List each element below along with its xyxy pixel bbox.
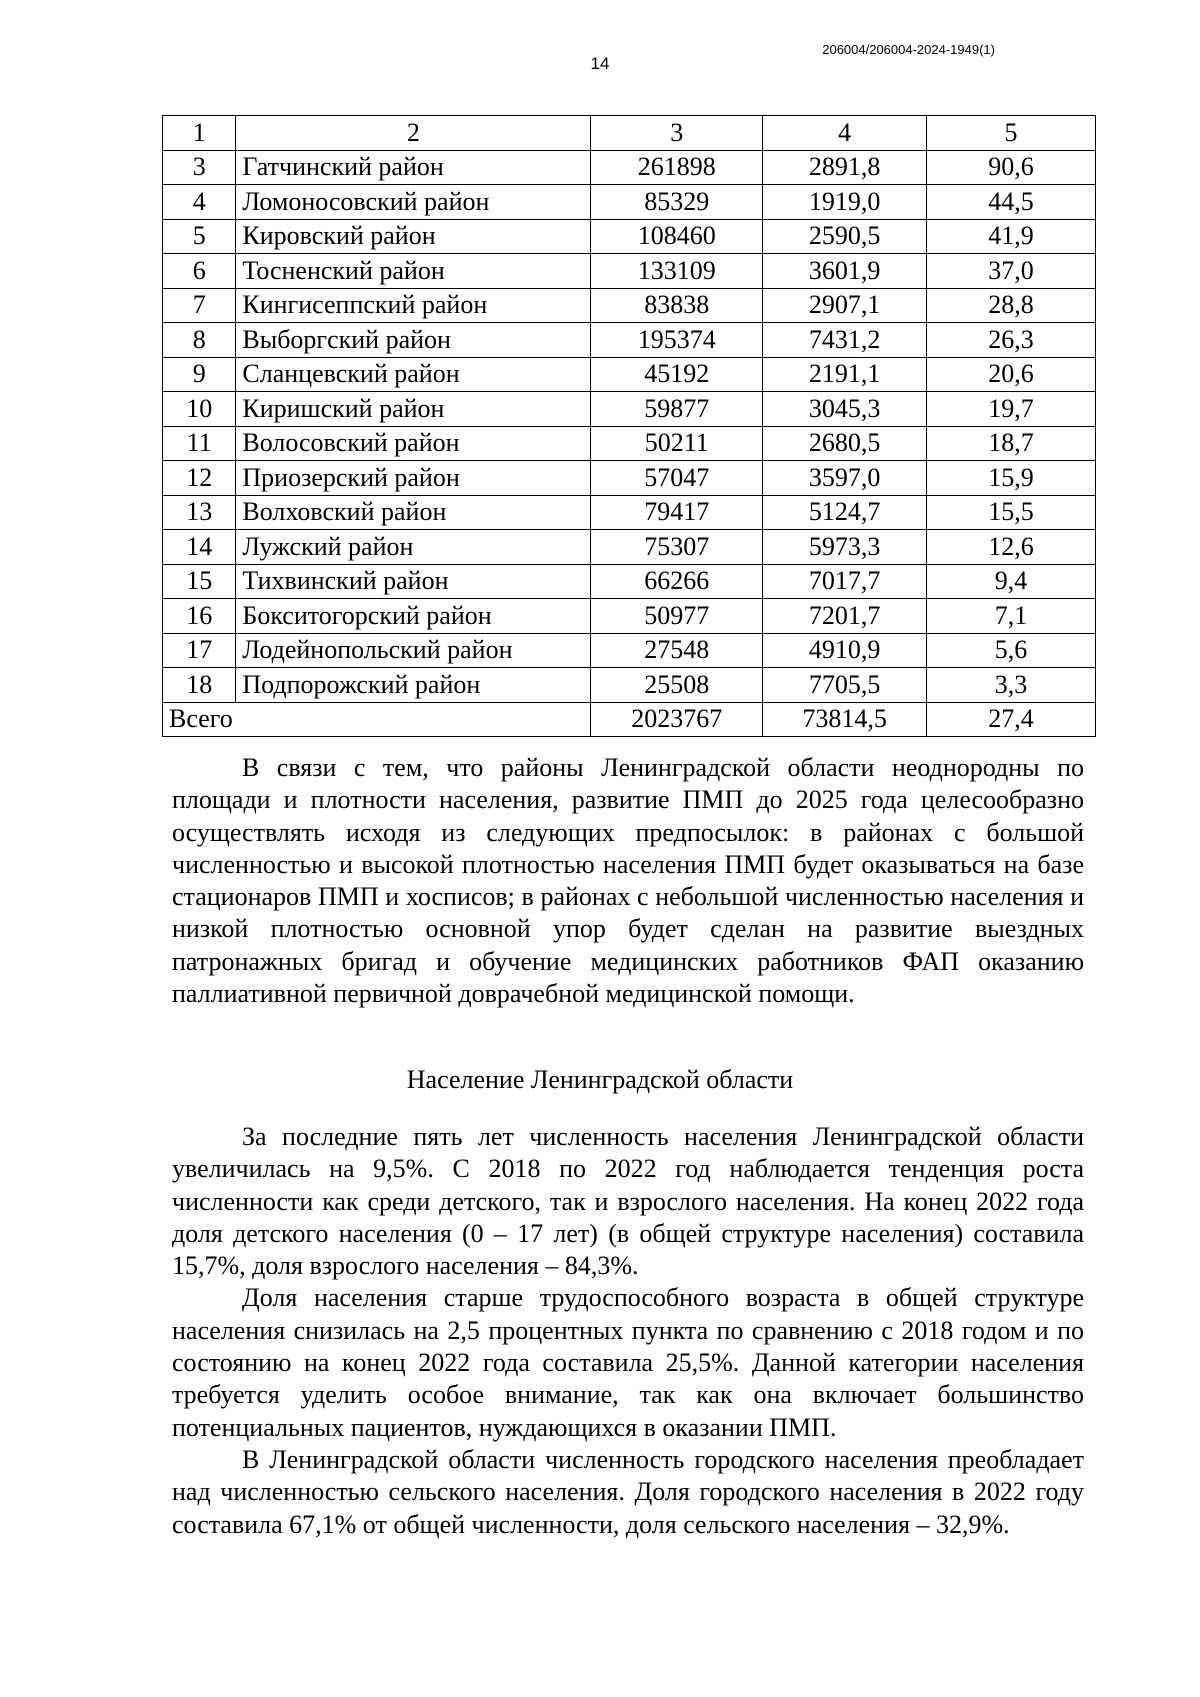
table-total-row [163,702,1096,737]
table-row [163,461,1096,496]
table-row [163,150,1096,185]
table-row [163,495,1096,530]
row-number-cell: 13 [163,495,236,530]
population-cell: 83838 [591,288,763,323]
area-cell: 2191,1 [763,357,927,392]
intro-paragraph-block [172,752,1084,1010]
area-cell: 3045,3 [763,392,927,427]
area-cell: 2680,5 [763,426,927,461]
total-population-cell: 2023767 [591,702,763,737]
row-number-cell: 7 [163,288,236,323]
total-density-cell: 27,4 [927,702,1096,737]
district-name-cell: Киришский район [236,392,591,427]
area-cell: 4910,9 [763,633,927,668]
table-header-row [163,116,1096,151]
population-cell: 50977 [591,599,763,634]
row-number-cell: 11 [163,426,236,461]
table-row [163,219,1096,254]
district-name-cell: Лужский район [236,530,591,565]
population-cell: 79417 [591,495,763,530]
density-cell: 37,0 [927,254,1096,289]
table-row [163,426,1096,461]
district-name-cell: Выборгский район [236,323,591,358]
population-cell: 59877 [591,392,763,427]
table-row [163,599,1096,634]
density-cell: 7,1 [927,599,1096,634]
column-number-1: 1 [163,116,236,151]
row-number-cell: 17 [163,633,236,668]
density-cell: 41,9 [927,219,1096,254]
district-name-cell: Волосовский район [236,426,591,461]
table-row [163,254,1096,289]
total-area-cell: 73814,5 [763,702,927,737]
density-cell: 28,8 [927,288,1096,323]
paragraph: Доля населения старше трудоспособного возраста в общей структуре населения снизилась на 2,5 процентных пункта по сравнению с 2018 годом и по состоянию на конец 2022 года составила 25,5%. Данной категории населения требуется уделить особое внимание, так как она включает большинство потенциальных пациентов, нуждающихся в оказании ПМП. [172,1283,1084,1442]
row-number-cell: 4 [163,185,236,220]
row-number-cell: 9 [163,357,236,392]
column-number-3: 3 [591,116,763,151]
density-cell: 44,5 [927,185,1096,220]
area-cell: 5973,3 [763,530,927,565]
population-cell: 50211 [591,426,763,461]
district-name-cell: Кингисеппский район [236,288,591,323]
density-cell: 9,4 [927,564,1096,599]
column-number-4: 4 [763,116,927,151]
row-number-cell: 8 [163,323,236,358]
population-cell: 45192 [591,357,763,392]
density-cell: 19,7 [927,392,1096,427]
table-row [163,564,1096,599]
population-cell: 66266 [591,564,763,599]
area-cell: 7431,2 [763,323,927,358]
area-cell: 3601,9 [763,254,927,289]
column-number-2: 2 [236,116,591,151]
district-name-cell: Гатчинский район [236,150,591,185]
document-id: 206004/206004-2024-1949(1) [822,42,995,57]
table-row [163,288,1096,323]
area-cell: 5124,7 [763,495,927,530]
population-paragraphs [172,1121,1084,1541]
districts-table [162,115,1096,737]
district-name-cell: Приозерский район [236,461,591,496]
row-number-cell: 16 [163,599,236,634]
table-row [163,392,1096,427]
density-cell: 3,3 [927,668,1096,703]
district-name-cell: Ломоносовский район [236,185,591,220]
density-cell: 15,9 [927,461,1096,496]
density-cell: 90,6 [927,150,1096,185]
paragraph: В Ленинградской области численность городского населения преобладает над численностью сельского населения. Доля городского населения в 2022 году составила 67,1% от общей численности, доля сельского населения – 32,9%. [172,1444,1084,1539]
density-cell: 18,7 [927,426,1096,461]
district-name-cell: Тосненский район [236,254,591,289]
district-name-cell: Кировский район [236,219,591,254]
row-number-cell: 10 [163,392,236,427]
row-number-cell: 12 [163,461,236,496]
area-cell: 7705,5 [763,668,927,703]
row-number-cell: 14 [163,530,236,565]
area-cell: 3597,0 [763,461,927,496]
population-cell: 75307 [591,530,763,565]
population-cell: 108460 [591,219,763,254]
table-row [163,357,1096,392]
districts-table-body [163,116,1096,737]
table-row [163,323,1096,358]
district-name-cell: Бокситогорский район [236,599,591,634]
table-row [163,668,1096,703]
paragraph: В связи с тем, что районы Ленинградской области неоднородны по площади и плотности населения, развитие ПМП до 2025 года целесообразно осуществлять исходя из следующих предпосылок: в районах с большой численностью и высокой плотностью населения ПМП будет оказываться на базе стационаров ПМП и хосписов; в районах с небольшой численностью населения и низкой плотностью основной упор будет сделан на развитие выездных патронажных бригад и обучение медицинских работников ФАП оказанию паллиативной первичной доврачебной медицинской помощи. [172,753,1084,1009]
row-number-cell: 6 [163,254,236,289]
density-cell: 5,6 [927,633,1096,668]
total-label-cell: Всего [163,702,591,737]
density-cell: 12,6 [927,530,1096,565]
density-cell: 15,5 [927,495,1096,530]
area-cell: 1919,0 [763,185,927,220]
row-number-cell: 5 [163,219,236,254]
row-number-cell: 18 [163,668,236,703]
area-cell: 7201,7 [763,599,927,634]
district-name-cell: Тихвинский район [236,564,591,599]
population-cell: 25508 [591,668,763,703]
area-cell: 2907,1 [763,288,927,323]
area-cell: 2590,5 [763,219,927,254]
district-name-cell: Подпорожский район [236,668,591,703]
district-name-cell: Сланцевский район [236,357,591,392]
population-cell: 57047 [591,461,763,496]
row-number-cell: 3 [163,150,236,185]
table-row [163,530,1096,565]
density-cell: 20,6 [927,357,1096,392]
table-row [163,185,1096,220]
density-cell: 26,3 [927,323,1096,358]
population-cell: 261898 [591,150,763,185]
population-cell: 195374 [591,323,763,358]
district-name-cell: Волховский район [236,495,591,530]
area-cell: 7017,7 [763,564,927,599]
row-number-cell: 15 [163,564,236,599]
page-number: 14 [590,54,610,73]
population-cell: 85329 [591,185,763,220]
column-number-5: 5 [927,116,1096,151]
population-cell: 27548 [591,633,763,668]
district-name-cell: Лодейнопольский район [236,633,591,668]
population-cell: 133109 [591,254,763,289]
paragraph: За последние пять лет численность населения Ленинградской области увеличилась на 9,5%. С 2018 по 2022 год наблюдается тенденция роста численности как среди детского, так и взрослого населения. На конец 2022 года доля детского населения (0 – 17 лет) (в общей структуре населения) составила 15,7%, доля взрослого населения – 84,3%. [172,1122,1084,1281]
table-row [163,633,1096,668]
area-cell: 2891,8 [763,150,927,185]
section-heading: Население Ленинградской области [406,1065,794,1094]
